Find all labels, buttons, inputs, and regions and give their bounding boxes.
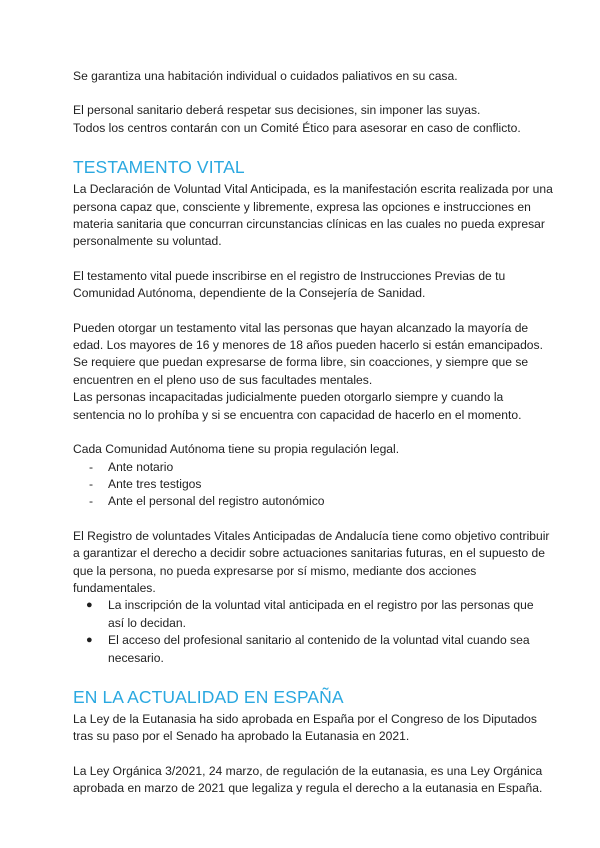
intro-paragraph-1: Se garantiza una habitación individual o cuidados paliativos en su casa. [73, 69, 458, 83]
testamento-paragraph-2: El testamento vital puede inscribirse en el registro de Instrucciones Previas de tu Comunidad Autónoma, dependiente de la Consejería de Sanidad. [73, 268, 506, 301]
intro-paragraph-2: El personal sanitario deberá respetar sus decisiones, sin imponer las suyas. [73, 103, 481, 118]
list-item: - Ante tres testigos [73, 476, 553, 493]
testamento-paragraph-7: El Registro de voluntades Vitales Anticipadas de Andalucía tiene como objetivo contribuir a garantizar el derecho a decidir sobre actuaciones sanitarias futuras, en el supuesto de que la persona, no pueda expresarse por sí mismo, mediante dos acciones fundamentales. [73, 528, 550, 595]
list-item: - Ante el personal del registro autonómico [73, 493, 553, 510]
bullet-list [73, 597, 553, 667]
testamento-paragraph-4: Se requiere que puedan expresarse de forma libre, sin coacciones, y siempre que se encuentren en el pleno uso de sus facultades mentales. [73, 355, 529, 387]
intro-paragraph-3: Todos los centros contarán con un Comité Ético para asesorar en caso de conflicto. [73, 120, 521, 135]
bullet-icon: ● [86, 634, 93, 647]
actualidad-paragraph-2: La Ley Orgánica 3/2021, 24 marzo, de regulación de la eutanasia, es una Ley Orgánica aprobada en marzo de 2021 que legaliza y regula el derecho a la eutanasia en España. [73, 763, 543, 796]
actualidad-paragraph-1: La Ley de la Eutanasia ha sido aprobada en España por el Congreso de los Diputados tras su paso por el Senado ha aprobado la Eutanasia en 2021. [73, 711, 537, 744]
bullet-icon: ● [86, 599, 93, 612]
document-page [73, 68, 553, 798]
section-heading-testamento: TESTAMENTO VITAL [73, 157, 245, 178]
testamento-paragraph-3: Pueden otorgar un testamento vital las personas que hayan alcanzado la mayoría de edad. Los mayores de 16 y menores de 18 años pueden hacerlo si están emancipados. [73, 320, 543, 353]
testamento-paragraph-6: Cada Comunidad Autónoma tiene su propia regulación legal. [73, 442, 400, 457]
dash-list [73, 459, 553, 511]
list-item: ● La inscripción de la voluntad vital anticipada en el registro por las personas que así lo decidan. [86, 598, 534, 630]
list-item: ● El acceso del profesional sanitario al contenido de la voluntad vital cuando sea necesario. [86, 633, 530, 665]
list-item: - Ante notario [73, 459, 553, 476]
testamento-paragraph-1: La Declaración de Voluntad Vital Anticipada, es la manifestación escrita realizada por una persona capaz que, consciente y libremente, expresa las opciones e instrucciones en materia sanitaria que concurran circunstancias clínicas en las cuales no pueda expresar personalmente su voluntad. [73, 182, 553, 249]
section-heading-actualidad: EN LA ACTUALIDAD EN ESPAÑA [73, 686, 344, 707]
dash-marker: - [89, 459, 94, 474]
dash-marker: - [89, 476, 94, 491]
testamento-paragraph-5: Las personas incapacitadas judicialmente pueden otorgarlo siempre y cuando la sentencia no lo prohíba y si se encuentra con capacidad de hacerlo en el momento. [73, 390, 522, 422]
dash-marker: - [89, 494, 94, 509]
